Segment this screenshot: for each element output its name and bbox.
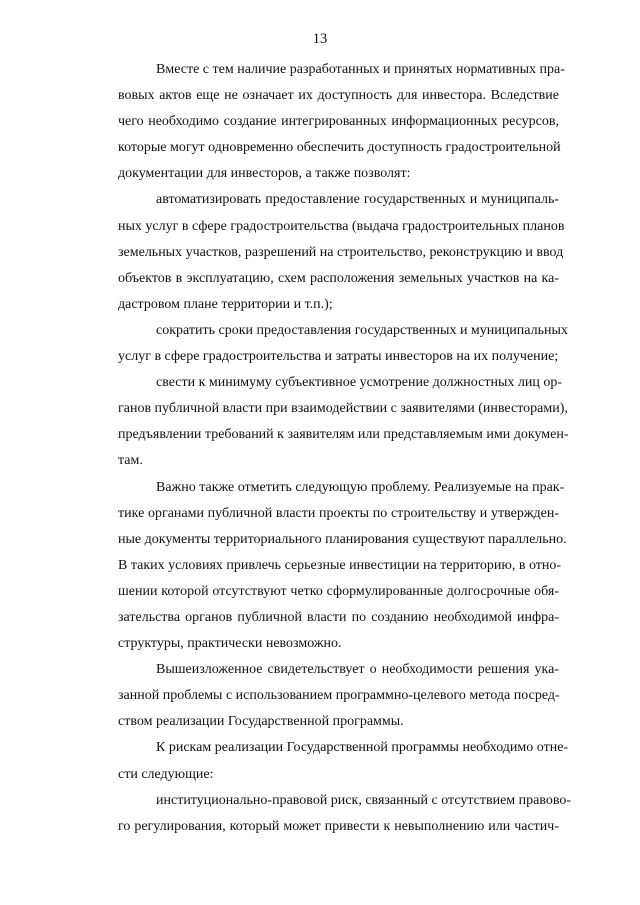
text-line: земельных участков, разрешений на строительство, реконструкцию и ввод <box>118 244 564 260</box>
text-line: институционально-правовой риск, связанный с отсутствием правово- <box>156 792 572 808</box>
text-line: ством реализации Государственной программы. <box>118 714 404 730</box>
text-line: Вышеизложенное свидетельствует о необходимости решения ука- <box>156 662 559 678</box>
text-line: структуры, практически невозможно. <box>118 636 342 652</box>
text-line: там. <box>118 453 143 469</box>
text-line: свести к минимуму субъективное усмотрение должностных лиц ор- <box>156 375 562 391</box>
text-line: шении которой отсутствуют четко сформулированные долгосрочные обя- <box>118 583 559 599</box>
text-line: Вместе с тем наличие разработанных и принятых нормативных пра- <box>156 62 565 77</box>
paragraph <box>118 657 559 735</box>
paragraph <box>118 370 569 474</box>
text-line: К рискам реализации Государственной программы необходимо отне- <box>156 740 569 756</box>
text-line: ганов публичной власти при взаимодействии с заявителями (инвесторами), <box>118 401 568 417</box>
paragraph <box>118 187 565 317</box>
text-line: го регулирования, который может привести к невыполнению или частич- <box>118 818 559 834</box>
text-line: тике органами публичной власти проекты по строительству и утвержден- <box>118 505 559 521</box>
text-line: сократить сроки предоставления государственных и муниципальных <box>156 322 568 338</box>
text-line: ных услуг в сфере градостроительства (выдача градостроительных планов <box>118 218 565 234</box>
text-line: Важно также отметить следующую проблему. Реализуемые на прак- <box>156 479 565 495</box>
text-line: чего необходимо создание интегрированных информационных ресурсов, <box>118 114 559 130</box>
text-line: вовых актов еще не означает их доступность для инвестора. Вследствие <box>118 88 559 104</box>
paragraph <box>118 57 565 187</box>
text-line: документации для инвесторов, а также позволят: <box>118 166 411 182</box>
text-line: дастровом плане территории и т.п.); <box>118 296 333 312</box>
text-line: занной проблемы с использованием программно-целевого метода посред- <box>118 688 560 704</box>
page-number: 13 <box>312 31 328 47</box>
text-line: ные документы территориального планирования существуют параллельно. <box>118 531 567 547</box>
text-line: сти следующие: <box>118 766 214 782</box>
text-line: предъявлении требований к заявителям или представляемым ими докумен- <box>118 427 569 443</box>
paragraph <box>118 735 569 787</box>
paragraph <box>118 475 567 658</box>
text-line: услуг в сфере градостроительства и затраты инвесторов на их получение; <box>118 349 559 365</box>
text-line: которые могут одновременно обеспечить доступность градостроительной <box>118 140 561 156</box>
text-line: автоматизировать предоставление государственных и муниципаль- <box>156 192 559 208</box>
text-line: зательства органов публичной власти по созданию необходимой инфра- <box>118 609 559 625</box>
document-body <box>118 57 572 840</box>
paragraph <box>118 788 572 840</box>
paragraph <box>118 318 568 370</box>
text-line: В таких условиях привлечь серьезные инвестиции на территорию, в отно- <box>118 557 562 573</box>
text-line: объектов в эксплуатацию, схем расположения земельных участков на ка- <box>118 270 559 286</box>
